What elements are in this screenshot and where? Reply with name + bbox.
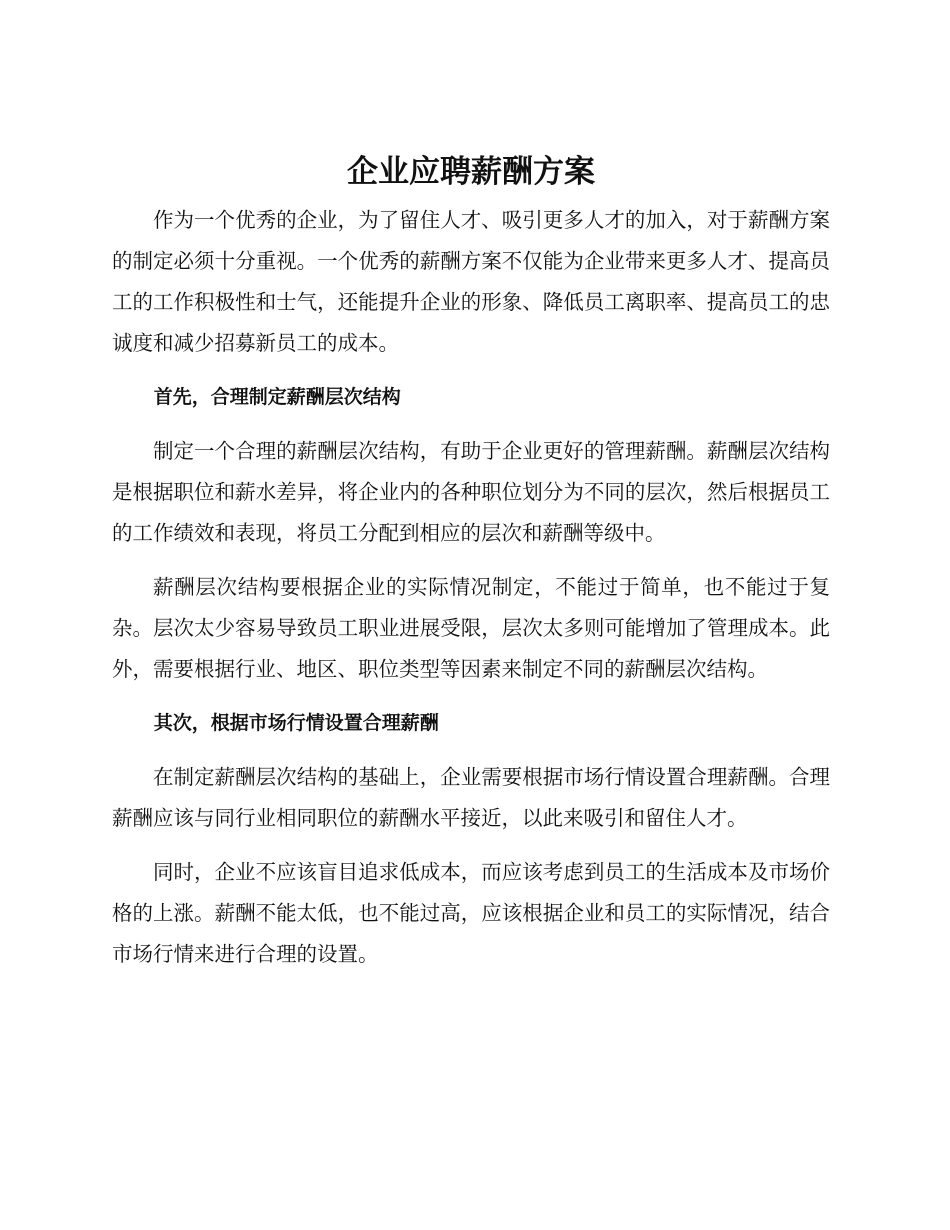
paragraph-intro: 作为一个优秀的企业，为了留住人才、吸引更多人才的加入，对于薪酬方案的制定必须十分重视。一个优秀的薪酬方案不仅能为企业带来更多人才、提高员工的工作积极性和士气，还能提升企业的形象、降低员工离职率、提高员工的忠诚度和减少招募新员工的成本。	[112, 208, 830, 355]
paragraph-structure-definition: 制定一个合理的薪酬层次结构，有助于企业更好的管理薪酬。薪酬层次结构是根据职位和薪水差异，将企业内的各种职位划分为不同的层次，然后根据员工的工作绩效和表现，将员工分配到相应的层次和薪酬等级中。	[112, 439, 830, 545]
paragraph-structure-guidelines: 薪酬层次结构要根据企业的实际情况制定，不能过于简单，也不能过于复杂。层次太少容易导致员工职业进展受限，层次太多则可能增加了管理成本。此外，需要根据行业、地区、职位类型等因素来制定不同的薪酬层次结构。	[112, 575, 830, 681]
section-heading-structure: 首先，合理制定薪酬层次结构	[153, 386, 401, 408]
document-title: 企业应聘薪酬方案	[347, 154, 595, 190]
section-heading-market: 其次，根据市场行情设置合理薪酬	[153, 712, 439, 734]
document-body	[112, 150, 830, 988]
paragraph-market-salary: 在制定薪酬层次结构的基础上，企业需要根据市场行情设置合理薪酬。合理薪酬应该与同行业相同职位的薪酬水平接近，以此来吸引和留住人才。	[112, 765, 830, 830]
paragraph-cost-balance: 同时，企业不应该盲目追求低成本，而应该考虑到员工的生活成本及市场价格的上涨。薪酬不能太低，也不能过高，应该根据企业和员工的实际情况，结合市场行情来进行合理的设置。	[112, 860, 830, 966]
